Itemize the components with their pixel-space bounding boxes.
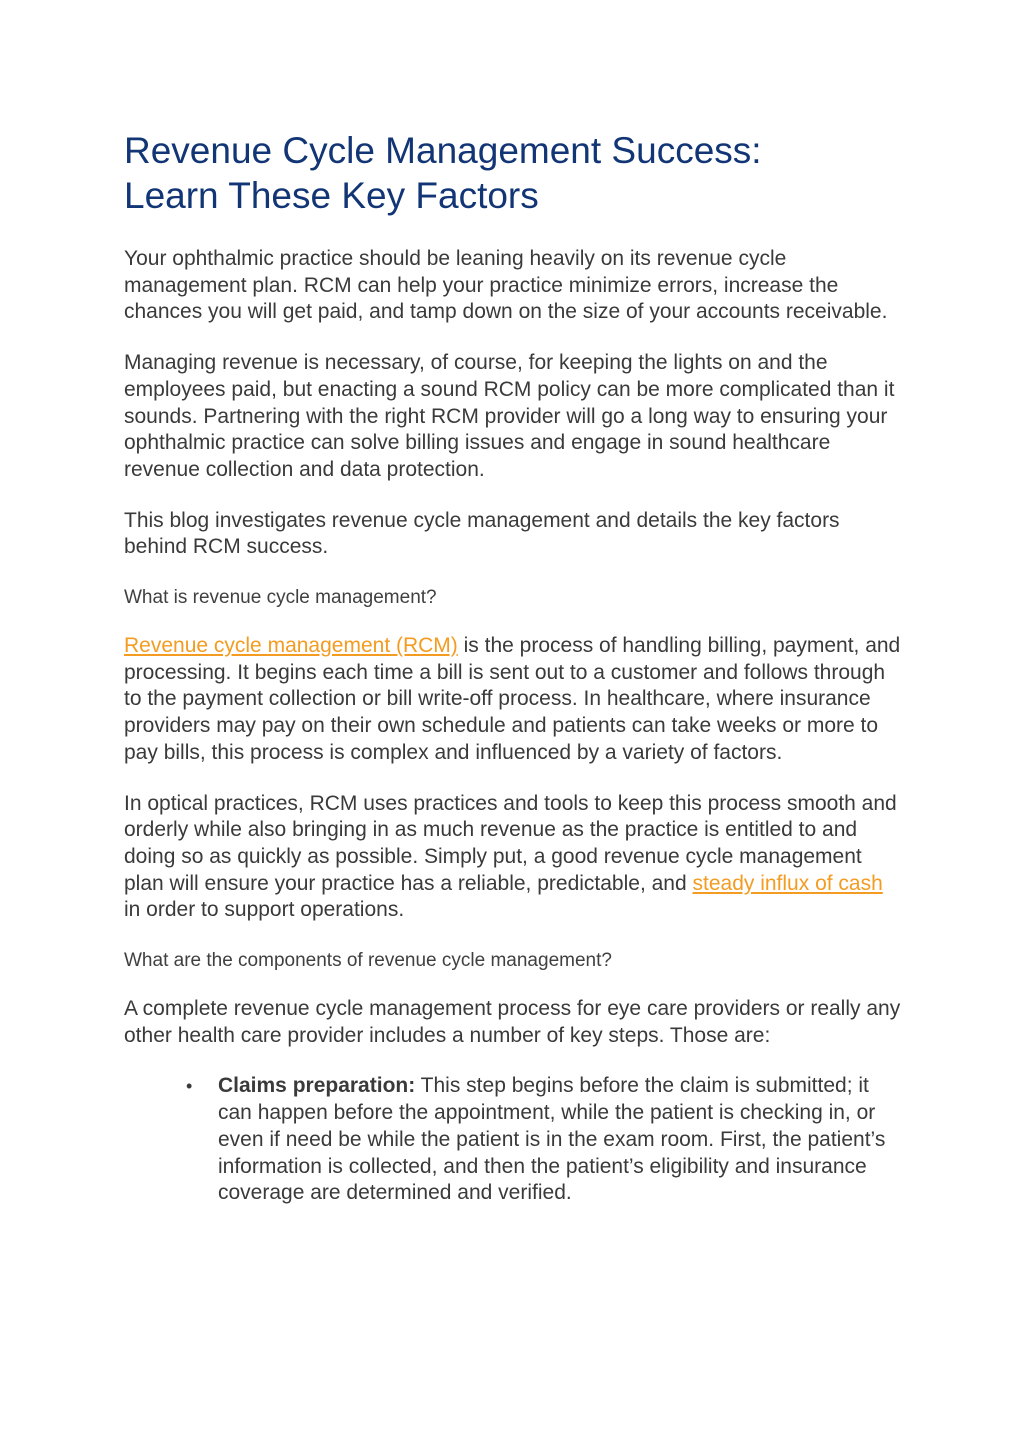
bullet-marker: • [186, 1076, 193, 1097]
blog-purpose-paragraph: This blog investigates revenue cycle management and details the key factors behind RCM success. [124, 508, 840, 559]
optical-text-start: In optical practices, RCM uses practices and tools to keep this process smooth and orderly while also bringing in as much revenue as the practice is entitled to and doing so as quickly as possible. Simply put, a good revenue cycle management plan will ensure your practice has a reliable, predictable, and [124, 791, 897, 895]
title-line-2: Learn These Key Factors [124, 175, 539, 216]
components-list [124, 1073, 904, 1207]
intro-paragraph: Your ophthalmic practice should be leaning heavily on its revenue cycle management plan. RCM can help your practice minimize errors, increase the chances you will get paid, and tamp down on the size of your accounts receivable. [124, 247, 888, 324]
bullet-text: This step begins before the claim is submitted; it can happen before the appointment, while the patient is checking in, or even if need be while the patient is in the exam room. First, the patient’s information is collected, and then the patient’s eligibility and insurance coverage are determined and verified. [218, 1074, 886, 1205]
article [124, 128, 904, 1207]
optical-text-end: in order to support operations. [124, 898, 405, 922]
rcm-definition-paragraph [124, 633, 904, 767]
page-title [124, 128, 904, 218]
list-item [124, 1073, 904, 1207]
revenue-paragraph: Managing revenue is necessary, of course, for keeping the lights on and the employees paid, but enacting a sound RCM policy can be more complicated than it sounds. Partnering with the right RCM provider will go a long way to ensuring your ophthalmic practice can solve billing issues and engage in sound healthcare revenue collection and data protection. [124, 351, 895, 481]
components-heading: What are the components of revenue cycle management? [124, 950, 612, 972]
rcm-link[interactable]: Revenue cycle management (RCM) [124, 634, 458, 658]
components-intro-paragraph: A complete revenue cycle management process for eye care providers or really any other health care provider includes a number of key steps. Those are: [124, 997, 901, 1047]
steady-influx-link[interactable]: steady influx of cash [692, 871, 883, 895]
title-line-1: Revenue Cycle Management Success: [124, 130, 762, 171]
what-is-rcm-heading: What is revenue cycle management? [124, 587, 437, 609]
rcm-definition-text: is the process of handling billing, payment, and processing. It begins each time a bill is sent out to a customer and follows through to the payment collection or bill write-off process. In healthcare, where insurance providers may pay on their own schedule and patients can take weeks or more to pay bills, this process is complex and influenced by a variety of factors. [124, 634, 901, 764]
optical-practices-paragraph [124, 791, 904, 925]
bullet-term: Claims preparation: [218, 1074, 416, 1098]
